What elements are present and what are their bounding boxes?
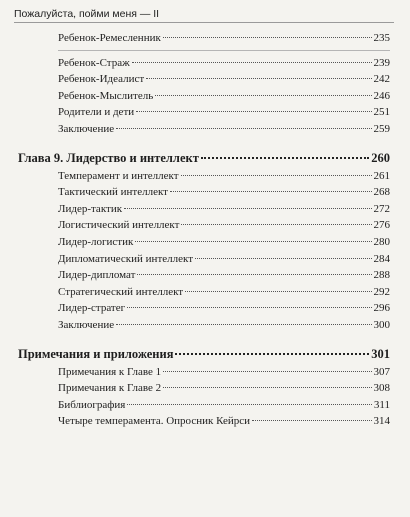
- toc-entry: Заключение 300: [58, 318, 390, 331]
- table-of-contents: [18, 30, 390, 430]
- toc-entry: Примечания к Главе 1 307: [58, 365, 390, 378]
- toc-entry: Лидер-тактик 272: [58, 202, 390, 215]
- toc-entry: Ребенок-Мыслитель 246: [58, 89, 390, 102]
- toc-entry: Логистический интеллект 276: [58, 219, 390, 232]
- toc-entry: Тактический интеллект 268: [58, 186, 390, 199]
- toc-entry: Библиография 311: [58, 398, 390, 411]
- appendix-heading: Примечания и приложения 301: [18, 346, 390, 361]
- chapter-heading: Глава 9. Лидерство и интеллект 260: [18, 150, 390, 165]
- toc-entry: Четыре темперамента. Опросник Кейрси 314: [58, 415, 390, 428]
- toc-entry: Ребенок-Ремесленник 235: [58, 32, 390, 44]
- toc-entry: Заключение 259: [58, 122, 390, 135]
- toc-entry: Дипломатический интеллект 284: [58, 252, 390, 265]
- toc-entry: Лидер-стратег 296: [58, 302, 390, 315]
- toc-entry: Ребенок-Страж 239: [58, 56, 390, 69]
- running-head: Пожалуйста, пойми меня — II: [14, 8, 394, 23]
- toc-entry: Лидер-логистик 280: [58, 235, 390, 248]
- toc-entry: Стратегический интеллект 292: [58, 285, 390, 298]
- toc-entry: Темперамент и интеллект 261: [58, 169, 390, 182]
- toc-entry: Примечания к Главе 2 308: [58, 382, 390, 395]
- toc-entry: Ребенок-Идеалист 242: [58, 73, 390, 86]
- toc-entry: Лидер-дипломат 288: [58, 269, 390, 282]
- toc-entry: Родители и дети 251: [58, 106, 390, 119]
